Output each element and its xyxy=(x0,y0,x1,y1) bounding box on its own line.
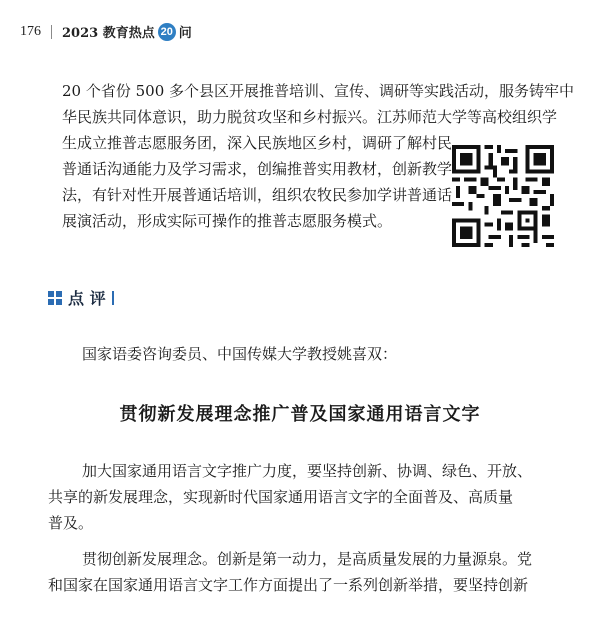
text-line: 普通话沟通能力及学习需求，创编推普实用教材，创新教学 xyxy=(62,160,453,178)
text-line: 加大国家通用语言文字推广力度，要坚持创新、协调、绿色、开放、 xyxy=(82,462,533,480)
section-heading xyxy=(48,286,114,309)
title-badge: 20 xyxy=(158,23,176,41)
commentator-byline: 国家语委咨询委员、中国传媒大学教授姚喜双： xyxy=(82,345,398,363)
text-line: 共享的新发展理念，实现新时代国家通用语言文字的全面普及、高质量 xyxy=(48,488,514,506)
section-squares-icon xyxy=(48,291,62,305)
text-line: 贯彻创新发展理念。创新是第一动力，是高质量发展的力量源泉。党 xyxy=(82,550,533,568)
text-line: 20 个省份 500 多个县区开展推普培训、宣传、调研等实践活动，服务铸牢中 xyxy=(62,82,575,100)
section-bar-icon xyxy=(112,291,114,305)
article-title: 贯彻新发展理念推广普及国家通用语言文字 xyxy=(119,404,481,425)
book-title-suffix: 问 xyxy=(178,26,192,41)
header-divider xyxy=(51,25,52,39)
book-title: 2023 教育热点 xyxy=(62,26,155,41)
section-heading-label: 点 评 xyxy=(68,289,106,308)
page-header xyxy=(20,22,192,41)
text-line: 和国家在国家通用语言文字工作方面提出了一系列创新举措，要坚持创新 xyxy=(48,576,529,594)
text-line: 普及。 xyxy=(48,514,94,532)
article-body xyxy=(48,458,568,598)
text-line: 法，有针对性开展普通话培训，组织农牧民参加学讲普通话 xyxy=(62,186,453,204)
qr-code-icon[interactable] xyxy=(452,145,554,247)
text-line: 展演活动，形成实际可操作的推普志愿服务模式。 xyxy=(62,212,393,230)
text-line: 生成立推普志愿服务团，深入民族地区乡村，调研了解村民 xyxy=(62,134,453,152)
page-number: 176 xyxy=(20,23,41,39)
text-line: 华民族共同体意识，助力脱贫攻坚和乡村振兴。江苏师范大学等高校组织学 xyxy=(62,108,558,126)
